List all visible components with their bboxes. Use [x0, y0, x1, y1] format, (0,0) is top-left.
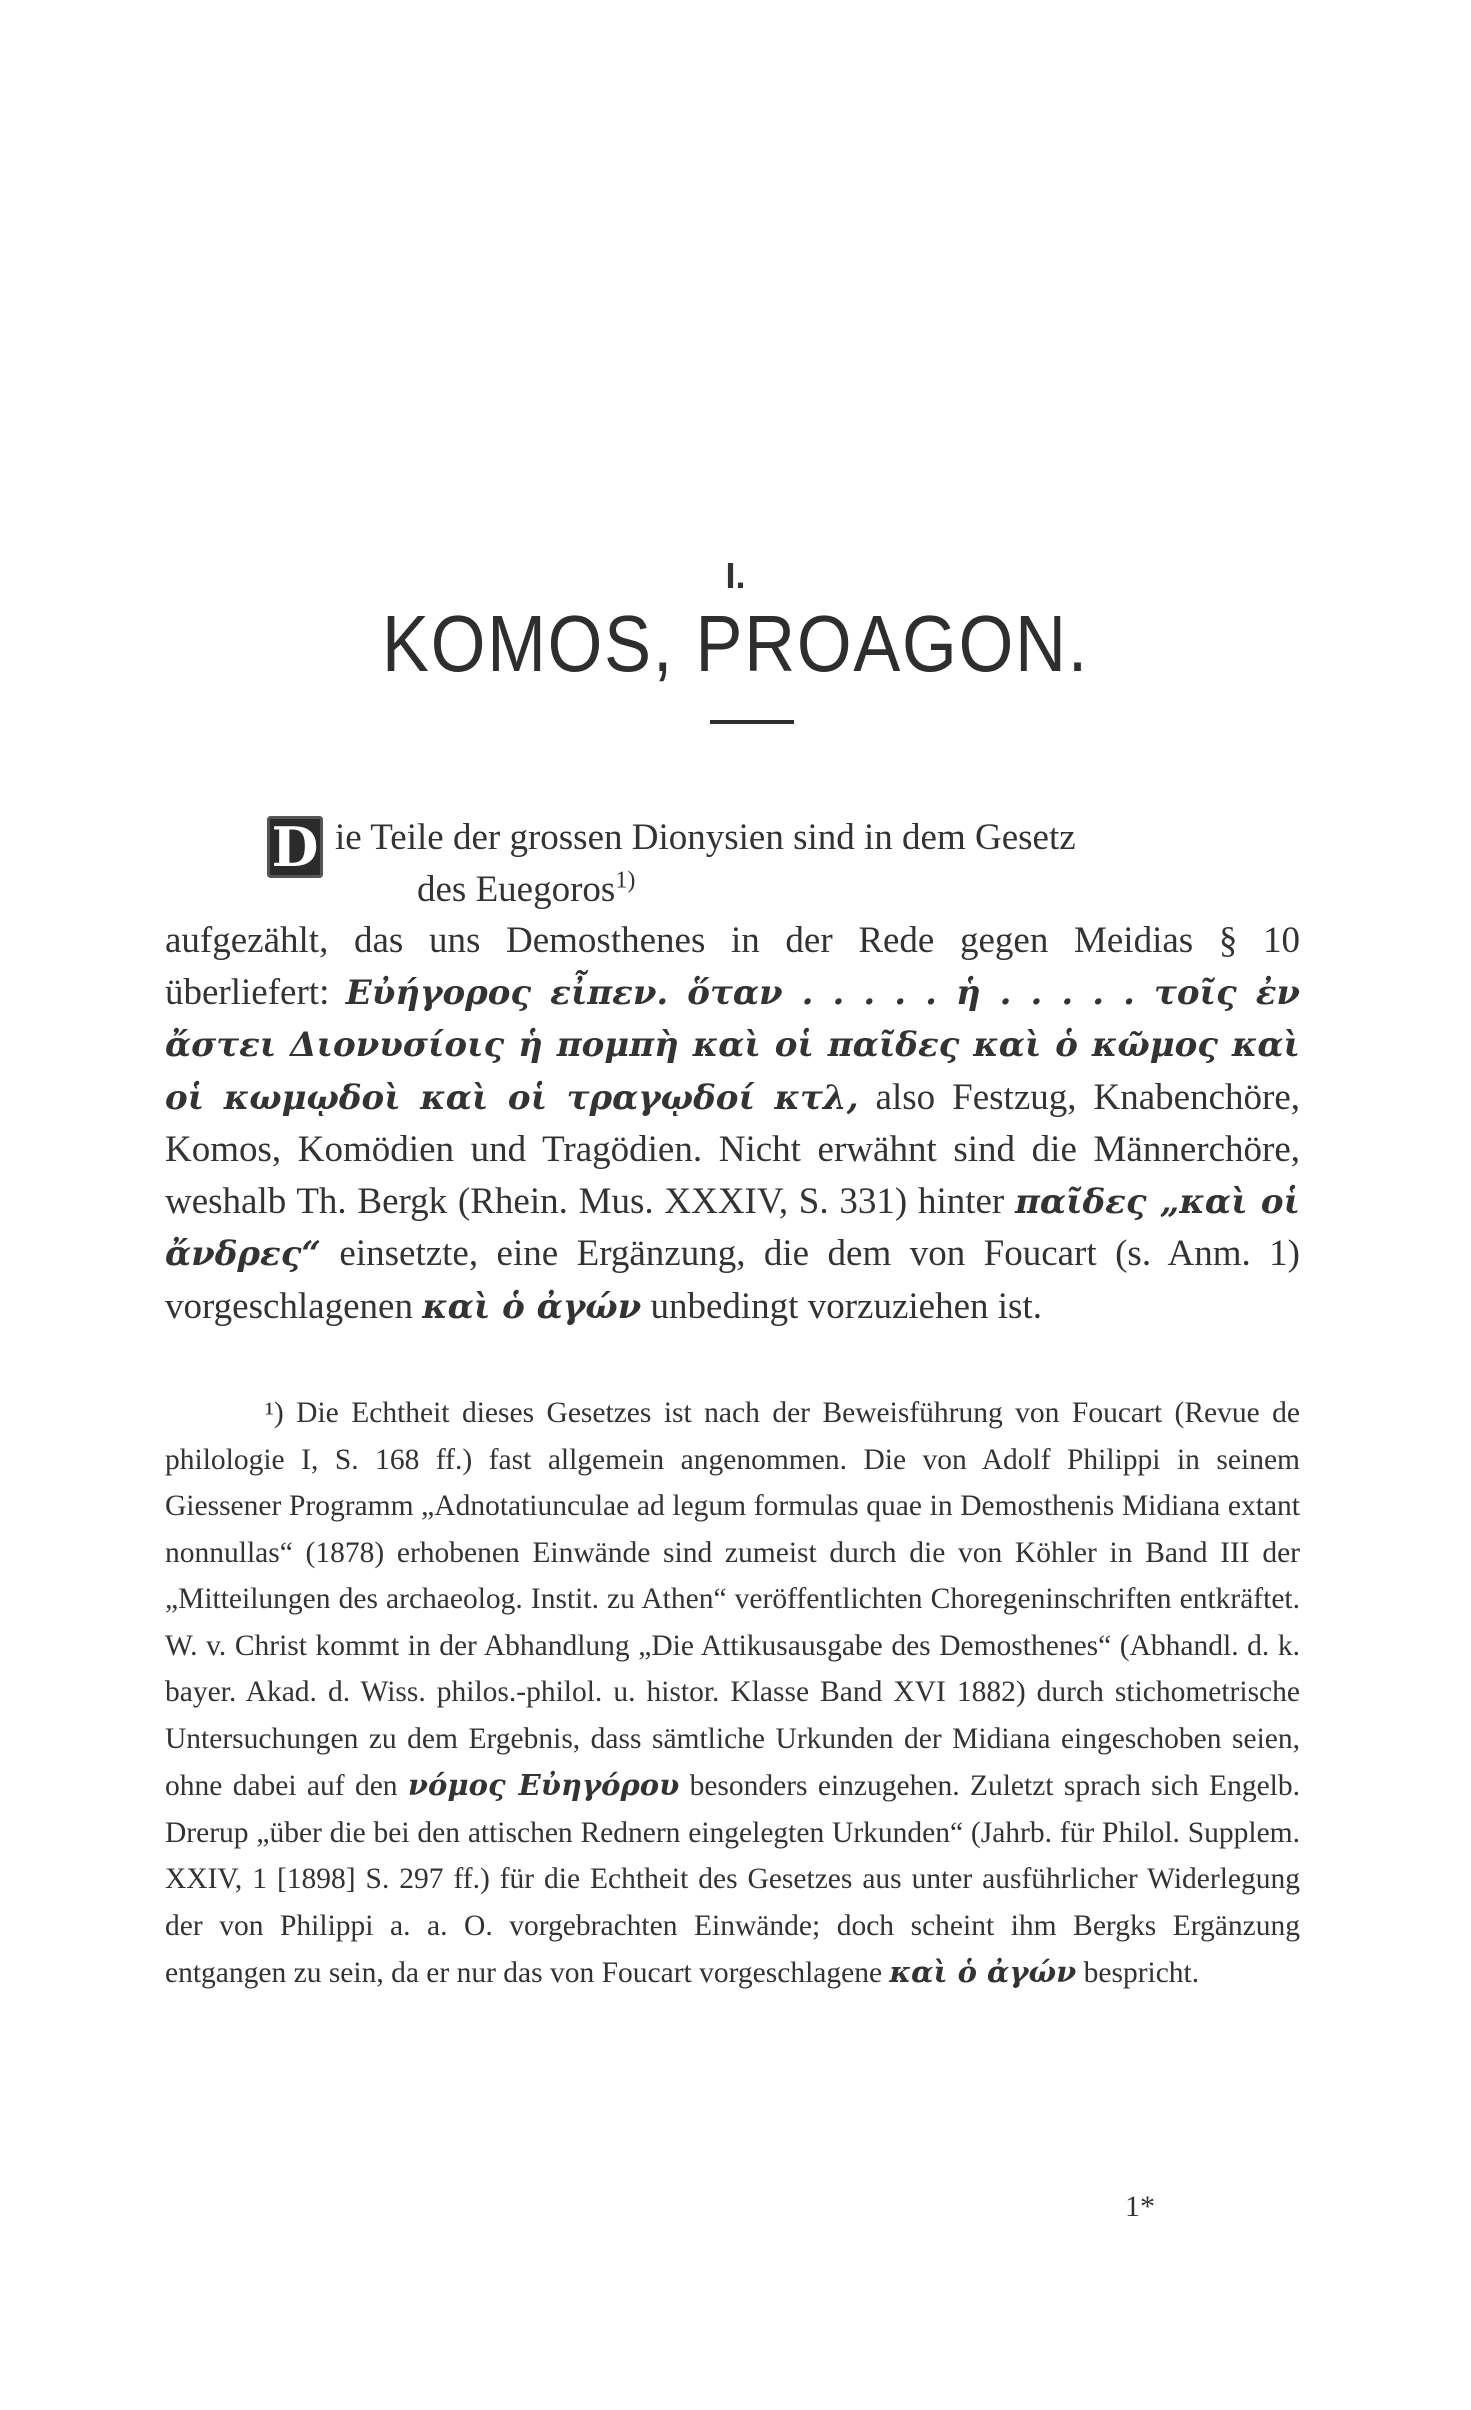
main-text-segment-1: ie Teile der grossen Dionysien sind in dem Gesetz — [335, 817, 1076, 858]
chapter-title: KOMOS, PROAGON. — [381, 599, 1090, 688]
greek-phrase: νόμος Εὐηγόρου — [407, 1768, 680, 1802]
indented-line — [165, 864, 1300, 916]
greek-phrase: καὶ ὁ ἀγών — [889, 1955, 1077, 1989]
footnote-segment-3: bespricht. — [1076, 1957, 1200, 1989]
main-text-segment-2: des Euegoros — [417, 868, 616, 910]
footnote-marker: ¹) — [265, 1397, 284, 1429]
dropcap-initial: D — [267, 816, 323, 878]
footnote — [165, 1390, 1300, 1997]
main-text-segment-6: unbedingt vorzuziehen ist. — [641, 1285, 1042, 1327]
main-text-segment-4: also Festzug, Knabenchöre, Komos, Komödien und Tragödien. Nicht erwähnt sind die Männerchöre, weshalb Th. Bergk (Rhein. Mus. XXXIV, S. 331) hinter — [165, 1076, 1300, 1222]
greek-phrase: καὶ ὁ ἀγών — [422, 1286, 642, 1327]
chapter-number: I. — [725, 555, 746, 596]
title-rule — [710, 720, 794, 724]
footnote-reference: 1) — [615, 867, 636, 894]
signature-mark: 1* — [1125, 2190, 1155, 2223]
footnote-segment-1: Die Echtheit dieses Gesetzes ist nach der Beweisführung von Foucart (Revue de philologie I, S. 168 ff.) fast allgemein angenommen. Die von Adolf Philippi in seinem Giessener Programm „Adnotatiunculae ad legum formulas quae in Demosthenis Midiana extant nonnullas“ (1878) erhobenen Einwände sind zumeist durch die von Köhler in Band III der „Mitteilungen des archaeolog. Instit. zu Athen“ veröffentlichten Choregeninschriften entkräftet. W. v. Christ kommt in der Abhandlung „Die Attikusausgabe des Demosthenes“ (Abhandl. d. k. bayer. Akad. d. Wiss. philos.-philol. u. histor. Klasse Band XVI 1882) durch stichometrische Untersuchungen zu dem Ergebnis, dass sämtliche Urkunden der Midiana eingeschoben seien, ohne dabei auf den — [165, 1397, 1300, 1802]
greek-phrase: παῖδες „καὶ οἱ ἄνδρες“ — [165, 1181, 1300, 1274]
greek-quotation: Εὐήγορος εἶπεν. ὅταν . . . . . ἡ . . . . . τοῖς ἐν ἄστει Διονυσίοις ἡ πομπὴ καὶ οἱ παῖδες καὶ ὁ κῶμος καὶ οἱ κωμῳδοὶ καὶ οἱ τραγῳδοί κτλ, — [165, 972, 1300, 1118]
main-paragraph — [165, 812, 1300, 1333]
main-text-segment-5: einsetzte, eine Ergänzung, die dem von Foucart (s. Anm. 1) vorgeschlagenen — [165, 1233, 1300, 1327]
footnote-segment-2: besonders einzugehen. Zuletzt sprach sich Engelb. Drerup „über die bei den attischen Rednern eingelegten Urkunden“ (Jahrb. für Philol. Supplem. XXIV, 1 [1898] S. 297 ff.) für die Echtheit des Gesetzes aus unter ausführlicher Widerlegung der von Philippi a. a. O. vorgebrachten Einwände; doch scheint ihm Bergks Ergänzung entgangen zu sein, da er nur das von Foucart vorgeschlagene — [165, 1770, 1300, 1989]
main-text-segment-3: aufgezählt, das uns Demosthenes in der Rede gegen Meidias § 10 überliefert: — [165, 920, 1300, 1013]
